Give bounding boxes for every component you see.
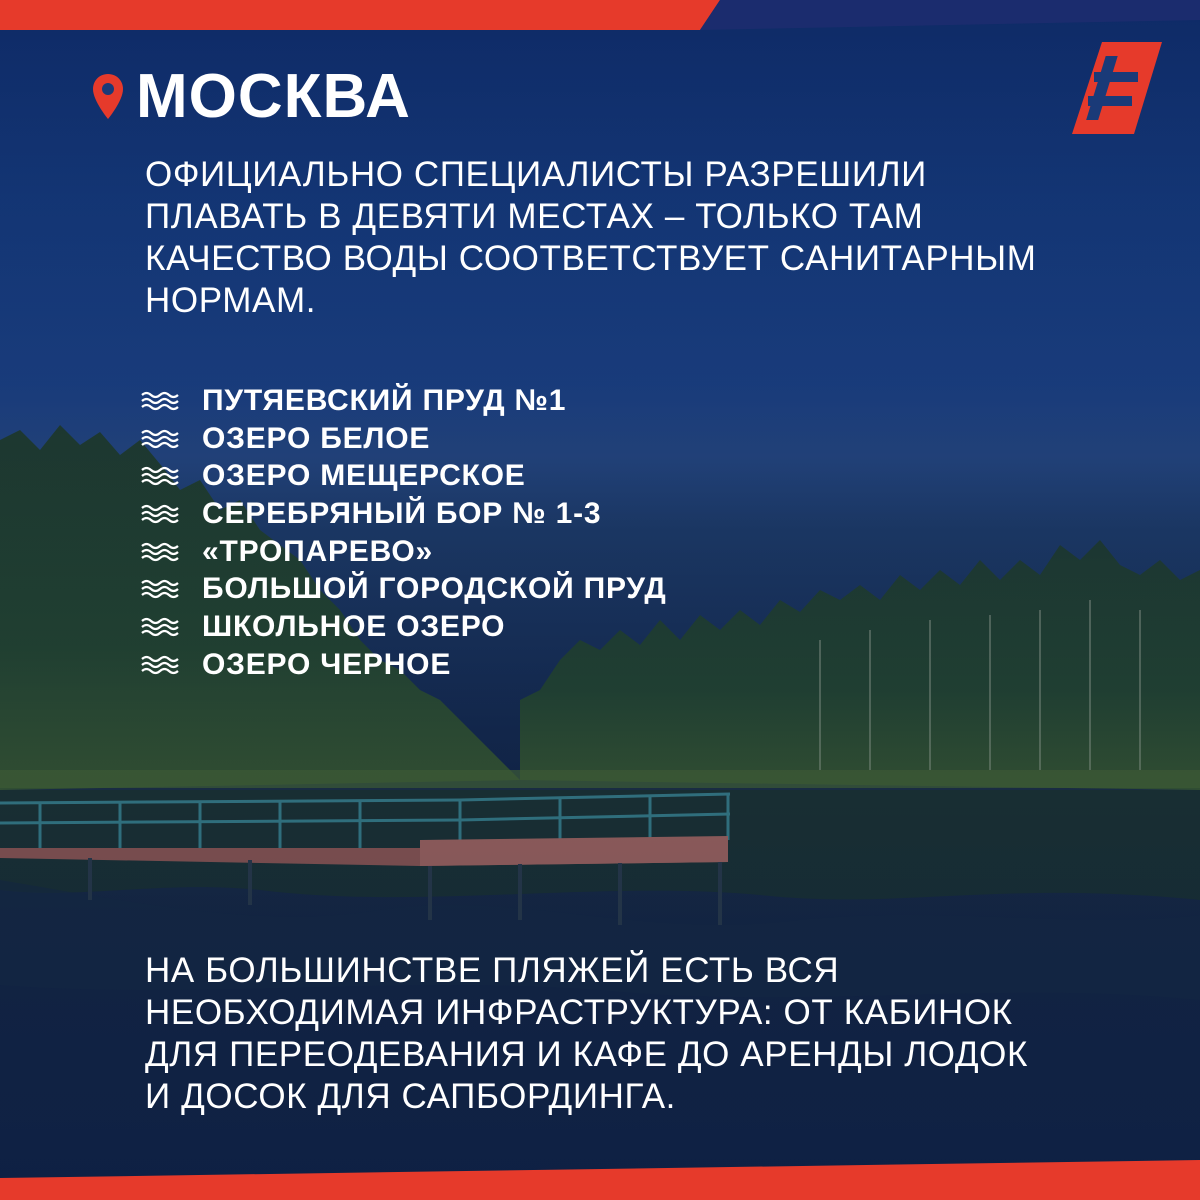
wave-icon — [140, 503, 180, 525]
outro-line: И ДОСОК ДЛЯ САПБОРДИНГА. — [145, 1077, 676, 1116]
place-name: ОЗЕРО МЕЩЕРСКОЕ — [202, 459, 526, 493]
intro-line: НОРМАМ. — [145, 281, 317, 320]
title-row — [90, 62, 411, 132]
place-name: ПУТЯЕВСКИЙ ПРУД №1 — [202, 383, 567, 417]
bottom-stripe — [0, 1160, 1200, 1200]
top-stripe — [0, 0, 1200, 30]
place-name: ОЗЕРО ЧЕРНОЕ — [202, 647, 452, 681]
map-pin-icon — [90, 72, 126, 122]
place-name: ОЗЕРО БЕЛОЕ — [202, 421, 431, 455]
wave-icon — [140, 578, 180, 600]
place-name: «ТРОПАРЕВО» — [202, 534, 433, 568]
outro-line: НЕОБХОДИМАЯ ИНФРАСТРУКТУРА: ОТ КАБИНОК — [145, 993, 1013, 1032]
place-name: БОЛЬШОЙ ГОРОДСКОЙ ПРУД — [202, 572, 667, 606]
wave-icon — [140, 465, 180, 487]
intro-text — [145, 154, 1125, 322]
list-item — [140, 646, 667, 684]
list-item — [140, 533, 667, 571]
outro-text — [145, 950, 1125, 1118]
intro-line: КАЧЕСТВО ВОДЫ СООТВЕТСТВУЕТ САНИТАРНЫМ — [145, 239, 1037, 278]
list-item — [140, 457, 667, 495]
place-name: ШКОЛЬНОЕ ОЗЕРО — [202, 609, 506, 643]
wave-icon — [140, 616, 180, 638]
wave-icon — [140, 654, 180, 676]
outro-line: ДЛЯ ПЕРЕОДЕВАНИЯ И КАФЕ ДО АРЕНДЫ ЛОДОК — [145, 1035, 1028, 1074]
places-list — [140, 382, 667, 684]
outro-line: НА БОЛЬШИНСТВЕ ПЛЯЖЕЙ ЕСТЬ ВСЯ — [145, 951, 840, 990]
wave-icon — [140, 390, 180, 412]
intro-line: ПЛАВАТЬ В ДЕВЯТИ МЕСТАХ – ТОЛЬКО ТАМ — [145, 197, 924, 236]
intro-line: ОФИЦИАЛЬНО СПЕЦИАЛИСТЫ РАЗРЕШИЛИ — [145, 155, 927, 194]
wave-icon — [140, 541, 180, 563]
brand-logo — [1072, 42, 1162, 134]
place-name: СЕРЕБРЯНЫЙ БОР № 1-3 — [202, 496, 602, 530]
list-item — [140, 495, 667, 533]
page-title: МОСКВА — [136, 62, 411, 131]
list-item — [140, 382, 667, 420]
list-item — [140, 608, 667, 646]
wave-icon — [140, 428, 180, 450]
list-item — [140, 570, 667, 608]
list-item — [140, 420, 667, 458]
